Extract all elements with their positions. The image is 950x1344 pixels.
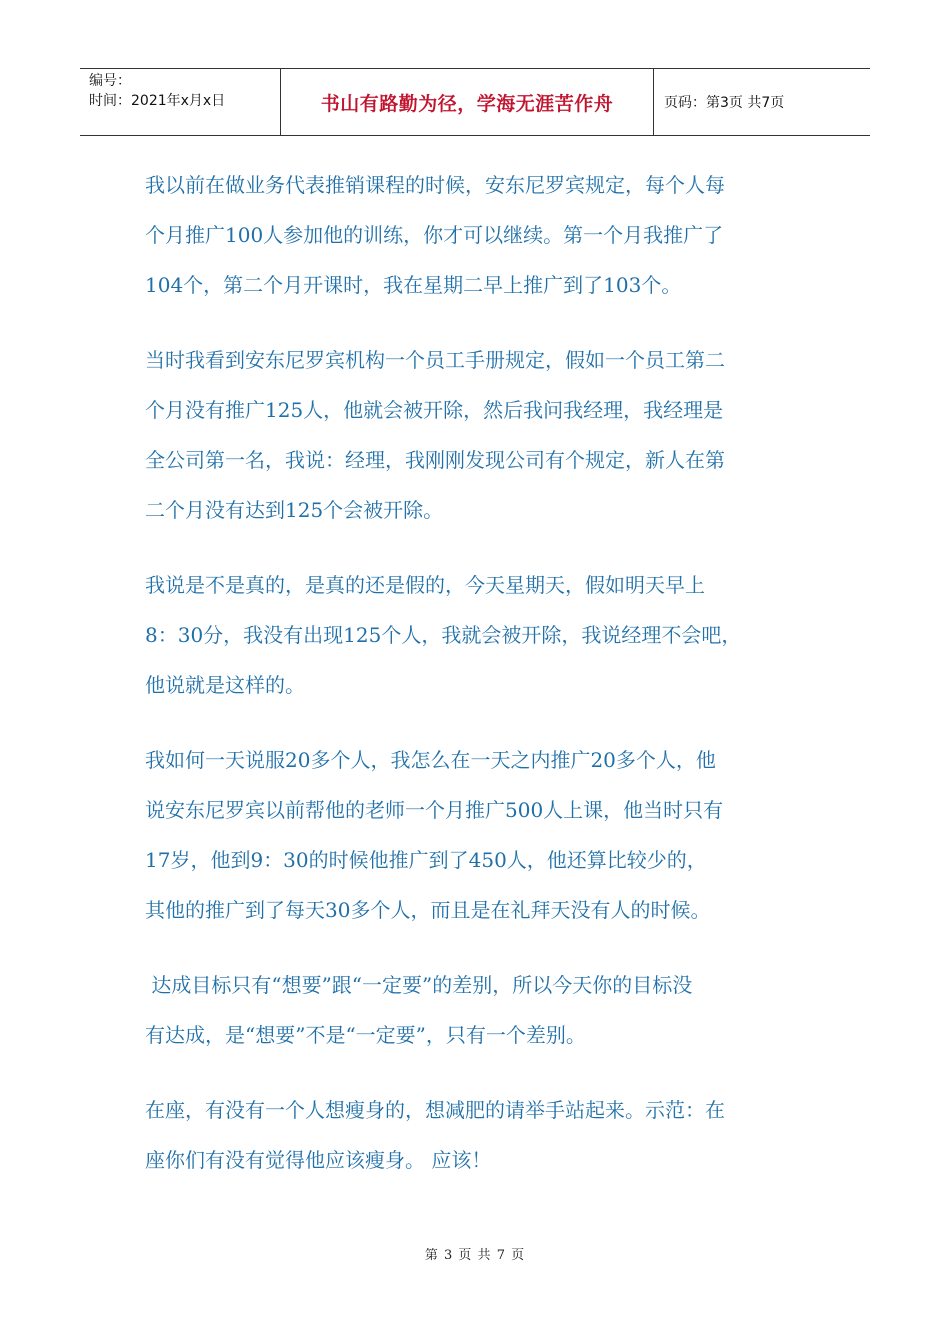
page-info: 页码：第3页 共7页 <box>664 95 785 111</box>
text-line: 有达成，是“想要”不是“一定要”，只有一个差别。 <box>145 1023 586 1047</box>
paragraph-3 <box>145 560 825 710</box>
header-page-cell <box>654 69 870 135</box>
text-line: 达成目标只有“想要”跟“一定要”的差别，所以今天你的目标没 <box>145 973 693 997</box>
text-line: 我说是不是真的，是真的还是假的，今天星期天，假如明天早上 <box>145 573 705 597</box>
text-line: 他说就是这样的。 <box>145 673 305 697</box>
text-line: 全公司第一名，我说：经理，我刚刚发现公司有个规定，新人在第 <box>145 448 725 472</box>
text-line: 说安东尼罗宾以前帮他的老师一个月推广500人上课，他当时只有 <box>145 798 724 822</box>
text-line: 座你们有没有觉得他应该瘦身。 应该！ <box>145 1148 492 1172</box>
footer-page-number: 第 3 页 共 7 页 <box>424 1248 526 1263</box>
paragraph-4 <box>145 735 825 935</box>
page-footer <box>0 1244 950 1263</box>
number-label: 编号： <box>89 73 131 89</box>
text-line: 我如何一天说服20多个人，我怎么在一天之内推广20多个人，他 <box>145 748 716 772</box>
text-line: 其他的推广到了每天30多个人，而且是在礼拜天没有人的时候。 <box>145 898 711 922</box>
text-line: 在座，有没有一个人想瘦身的，想减肥的请举手站起来。示范：在 <box>145 1098 725 1122</box>
text-line: 当时我看到安东尼罗宾机构一个员工手册规定，假如一个员工第二 <box>145 348 725 372</box>
text-line: 8：30分，我没有出现125个人，我就会被开除，我说经理不会吧， <box>145 623 742 647</box>
paragraph-6 <box>145 1085 825 1185</box>
paragraph-1 <box>145 160 825 310</box>
header-meta-cell <box>80 69 281 135</box>
time-label: 时间：2021年x月x日 <box>89 93 226 109</box>
text-line: 个月推广100人参加他的训练，你才可以继续。第一个月我推广了 <box>145 223 724 247</box>
text-line: 个月没有推广125人，他就会被开除，然后我问我经理，我经理是 <box>145 398 724 422</box>
header-motto-cell <box>281 69 654 135</box>
text-line: 17岁，他到9：30的时候他推广到了450人，他还算比较少的， <box>145 848 707 872</box>
text-line: 我以前在做业务代表推销课程的时候，安东尼罗宾规定，每个人每 <box>145 173 725 197</box>
body-content <box>145 160 825 1210</box>
paragraph-2 <box>145 335 825 535</box>
text-line: 104个，第二个月开课时，我在星期二早上推广到了103个。 <box>145 273 682 297</box>
text-line: 二个月没有达到125个会被开除。 <box>145 498 444 522</box>
document-header <box>80 68 870 136</box>
motto-text: 书山有路勤为径，学海无涯苦作舟 <box>320 92 614 115</box>
paragraph-5 <box>145 960 825 1060</box>
